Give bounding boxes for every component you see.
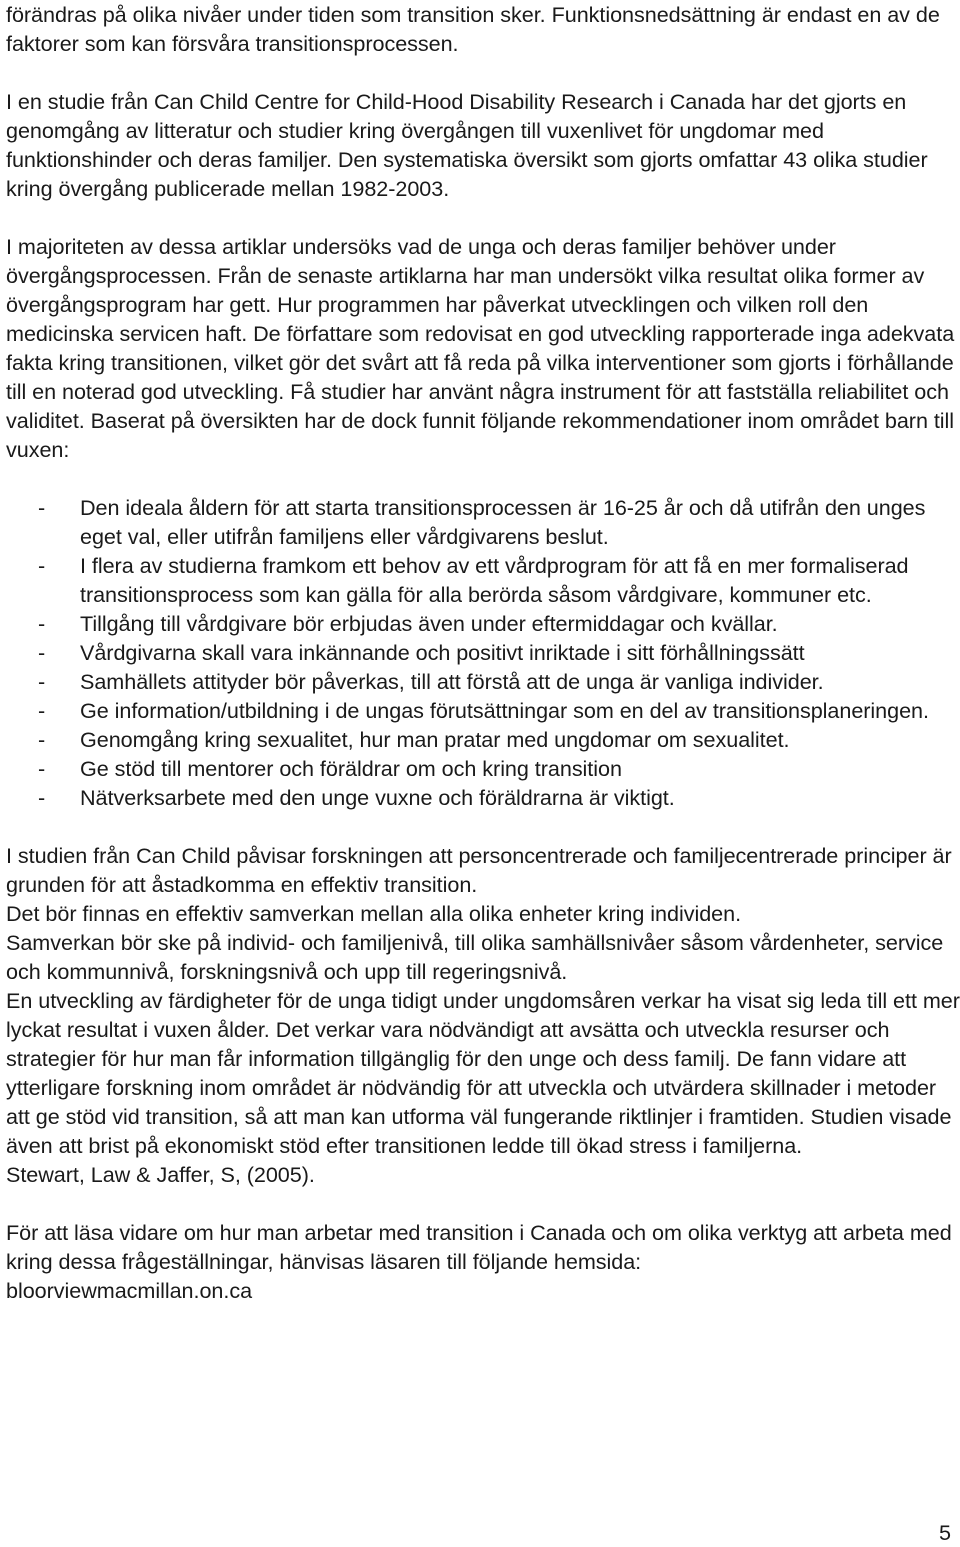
sentence: Från de senaste artiklarna har man undersökt vilka resultat olika former av övergångsprogram har gett. [6, 263, 925, 317]
sentence: De författare som redovisat en god utveckling rapporterade inga adekvata fakta kring transitionen, vilket gör det svårt att få reda på vilka interventioner som gjorts i förhållande till en noterad god utveckling. [6, 321, 955, 404]
conclusion-paragraph [6, 841, 960, 1189]
list-item [6, 551, 960, 609]
list-item [6, 725, 960, 754]
list-item [6, 493, 960, 551]
list-item [6, 667, 960, 696]
bullet-dash: - [38, 785, 46, 810]
citation: Stewart, Law & Jaffer, S, (2005). [6, 1162, 315, 1187]
recommendations-list [6, 493, 960, 812]
list-item-text: Nätverksarbete med den unge vuxne och föräldrarna är viktigt. [80, 785, 675, 810]
bullet-dash: - [38, 669, 46, 694]
page-number: 5 [938, 1520, 951, 1545]
conclusion-line: I studien från Can Child påvisar forskningen att personcentrerade och familjecentrerade principer är grunden för att åstadkomma en effektiv transition. [6, 843, 952, 897]
bullet-dash: - [38, 640, 46, 665]
list-item-text: Den ideala åldern för att starta transitionsprocessen är 16-25 år och då utifrån den unges eget val, eller utifrån familjens eller vårdgivarens beslut. [80, 495, 926, 549]
further-reading-text: För att läsa vidare om hur man arbetar med transition i Canada och om olika verktyg att arbeta med kring dessa frågeställningar, hänvisas läsaren till följande hemsida: [6, 1220, 952, 1274]
sentence: Hur programmen har påverkat utvecklingen och vilken roll den medicinska servicen haft. [6, 292, 869, 346]
document-page [6, 0, 960, 1305]
sentence: Baserat på översikten har de dock funnit följande rekommendationer inom området barn till vuxen: [6, 408, 955, 462]
conclusion-line: Det bör finnas en effektiv samverkan mellan alla olika enheter kring individen. [6, 901, 742, 926]
list-item-text: Ge information/utbildning i de ungas förutsättningar som en del av transitionsplaneringen. [80, 698, 929, 723]
study-paragraph [6, 87, 960, 203]
bullet-dash: - [38, 756, 46, 781]
sentence: I en studie från Can Child Centre for Child-Hood Disability Research i Canada har det gjorts en genomgång av litteratur och studier kring övergången till vuxenlivet för ungdomar med funktionshinder och deras familjer. [6, 89, 907, 172]
bullet-dash: - [38, 727, 46, 752]
list-item-text: Vårdgivarna skall vara inkännande och positivt inriktade i sitt förhållningssätt [80, 640, 805, 665]
bullet-dash: - [38, 553, 46, 578]
conclusion-line: En utveckling av färdigheter för de unga tidigt under ungdomsåren verkar ha visat sig leda till ett mer lyckat resultat i vuxen ålder. Det verkar vara nödvändigt att avsätta och utveckla resurser och strategier för hur man får information tillgänglig för den unge och dess familj. De fann vidare att ytterligare forskning inom området är nödvändig för att utveckla och utvärdera skillnader i metoder att ge stöd vid transition, så att man kan utforma väl fungerande riktlinjer i framtiden. Studien visade även att brist på ekonomiskt stöd efter transitionen ledde till ökad stress i familjerna. [6, 988, 960, 1158]
sentence: Funktionsnedsättning är endast en av de faktorer som kan försvåra transitionsprocessen. [6, 2, 940, 56]
list-item [6, 754, 960, 783]
bullet-dash: - [38, 495, 46, 520]
bullet-dash: - [38, 698, 46, 723]
further-reading-paragraph [6, 1218, 960, 1305]
list-item-text: Tillgång till vårdgivare bör erbjudas även under eftermiddagar och kvällar. [80, 611, 778, 636]
website-link[interactable]: bloorviewmacmillan.on.ca [6, 1278, 253, 1303]
conclusion-line: Samverkan bör ske på individ- och familjenivå, till olika samhällsnivåer såsom vårdenheter, service och kommunnivå, forskningsnivå och upp till regeringsnivå. [6, 930, 944, 984]
sentence: Den systematiska översikt som gjorts omfattar 43 olika studier kring övergång publicerade mellan 1982-2003. [6, 147, 928, 201]
list-item-text: I flera av studierna framkom ett behov av ett vårdprogram för att få en mer formaliserad transitionsprocess som kan gälla för alla berörda såsom vårdgivare, kommuner etc. [80, 553, 909, 607]
list-item [6, 609, 960, 638]
list-item-text: Ge stöd till mentorer och föräldrar om och kring transition [80, 756, 622, 781]
list-item-text: Genomgång kring sexualitet, hur man pratar med ungdomar om sexualitet. [80, 727, 790, 752]
list-item-text: Samhällets attityder bör påverkas, till att förstå att de unga är vanliga individer. [80, 669, 824, 694]
bullet-dash: - [38, 611, 46, 636]
list-item [6, 696, 960, 725]
sentence: förändras på olika nivåer under tiden som transition sker. [6, 2, 546, 27]
intro-paragraph [6, 0, 960, 58]
sentence: I majoriteten av dessa artiklar undersöks vad de unga och deras familjer behöver under övergångsprocessen. [6, 234, 836, 288]
sentence: Få studier har använt några instrument för att fastställa reliabilitet och validitet. [6, 379, 949, 433]
findings-paragraph [6, 232, 960, 464]
list-item [6, 638, 960, 667]
list-item [6, 783, 960, 812]
